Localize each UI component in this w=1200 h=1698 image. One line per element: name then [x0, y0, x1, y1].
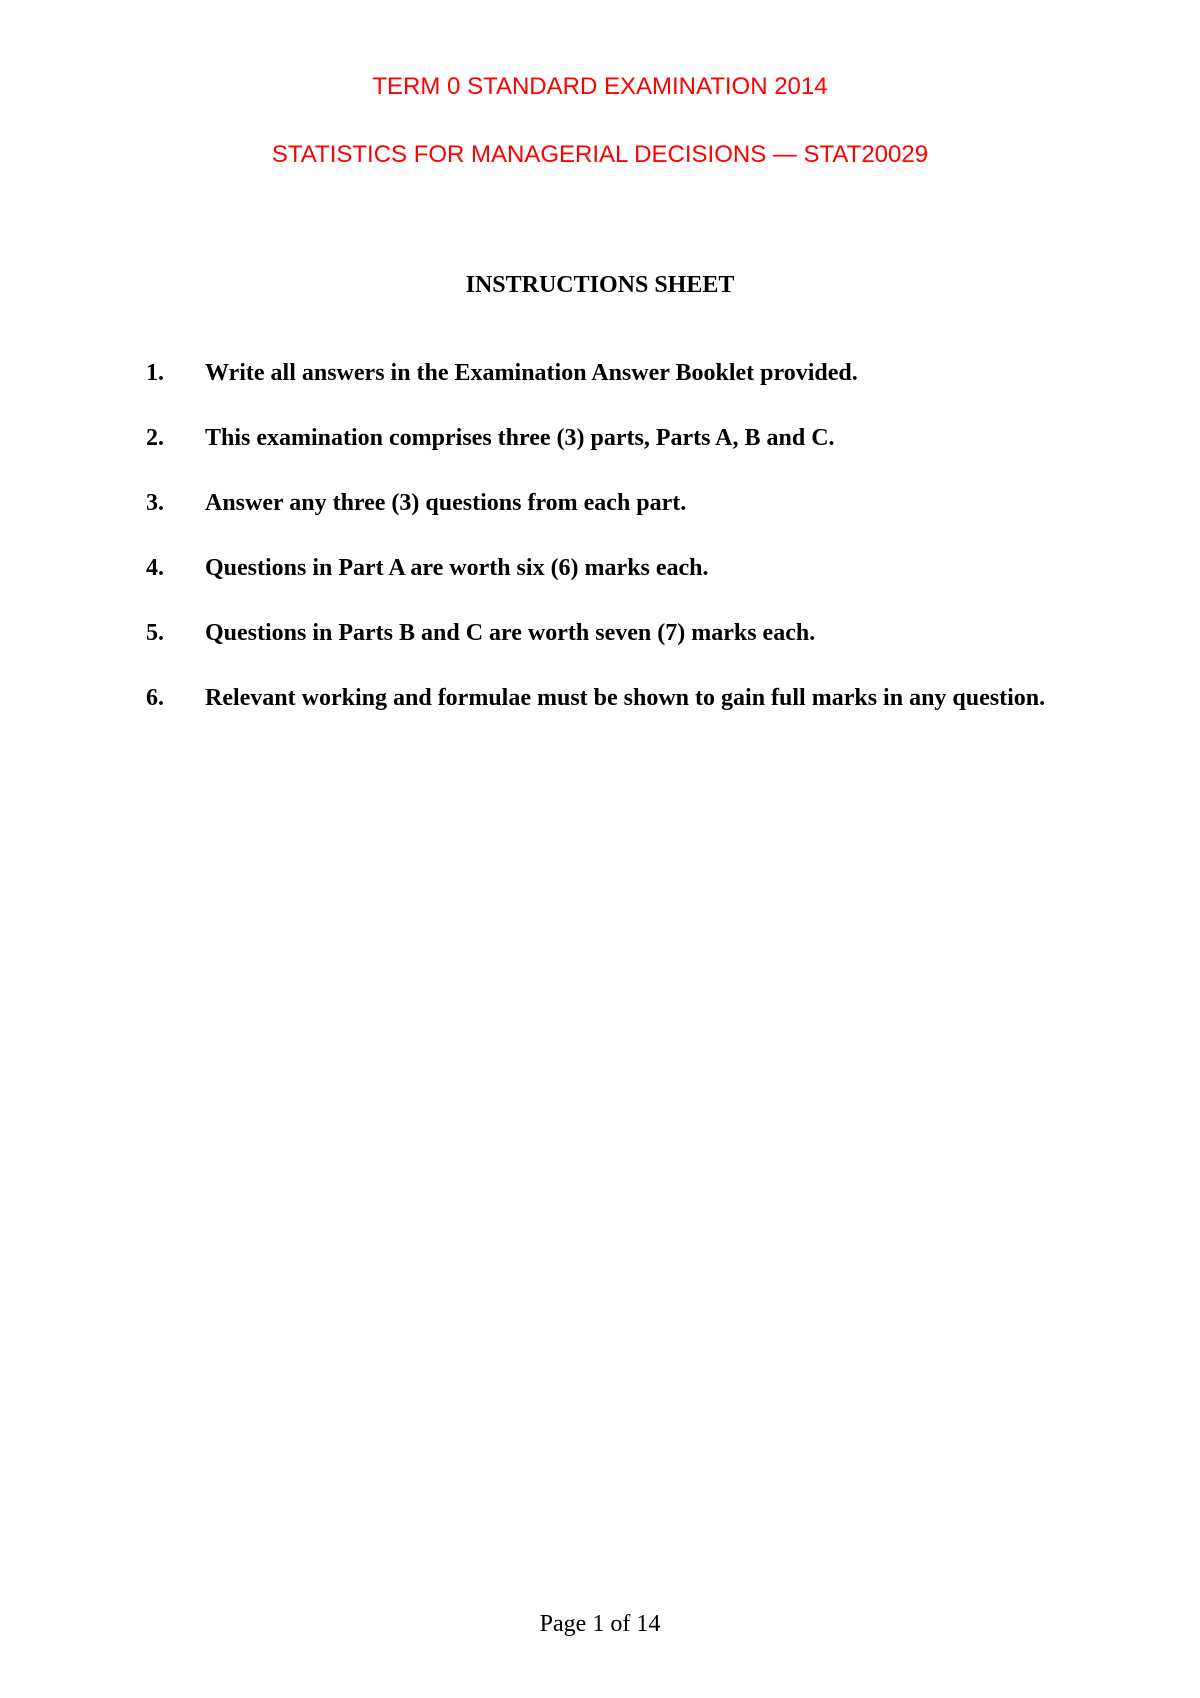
instruction-text: Write all answers in the Examination Answer Booklet provided.: [205, 360, 858, 386]
instructions-heading: INSTRUCTIONS SHEET: [465, 272, 735, 298]
instruction-number: 3.: [146, 490, 164, 516]
instruction-item: [146, 356, 1066, 390]
instruction-item: [146, 616, 1066, 650]
instruction-text: Questions in Parts B and C are worth seven (7) marks each.: [205, 620, 816, 646]
instruction-number: 2.: [146, 425, 164, 451]
instruction-item: [146, 421, 1066, 455]
exam-title: TERM 0 STANDARD EXAMINATION 2014: [372, 73, 828, 100]
instruction-number: 1.: [146, 360, 164, 386]
instruction-text: Answer any three (3) questions from each part.: [205, 490, 687, 516]
instruction-item: [146, 486, 1066, 520]
instruction-text: Relevant working and formulae must be shown to gain full marks in any question.: [205, 685, 1046, 711]
instruction-number: 5.: [146, 620, 164, 646]
instruction-text: Questions in Part A are worth six (6) marks each.: [205, 555, 709, 581]
instruction-number: 6.: [146, 685, 164, 711]
instruction-item: [146, 681, 1066, 715]
page-number: Page 1 of 14: [539, 1611, 661, 1637]
instruction-item: [146, 551, 1066, 585]
course-title: STATISTICS FOR MANAGERIAL DECISIONS — STAT20029: [271, 141, 929, 168]
instruction-text: This examination comprises three (3) parts, Parts A, B and C.: [205, 425, 835, 451]
instructions-list: [146, 356, 1066, 746]
instruction-number: 4.: [146, 555, 164, 581]
